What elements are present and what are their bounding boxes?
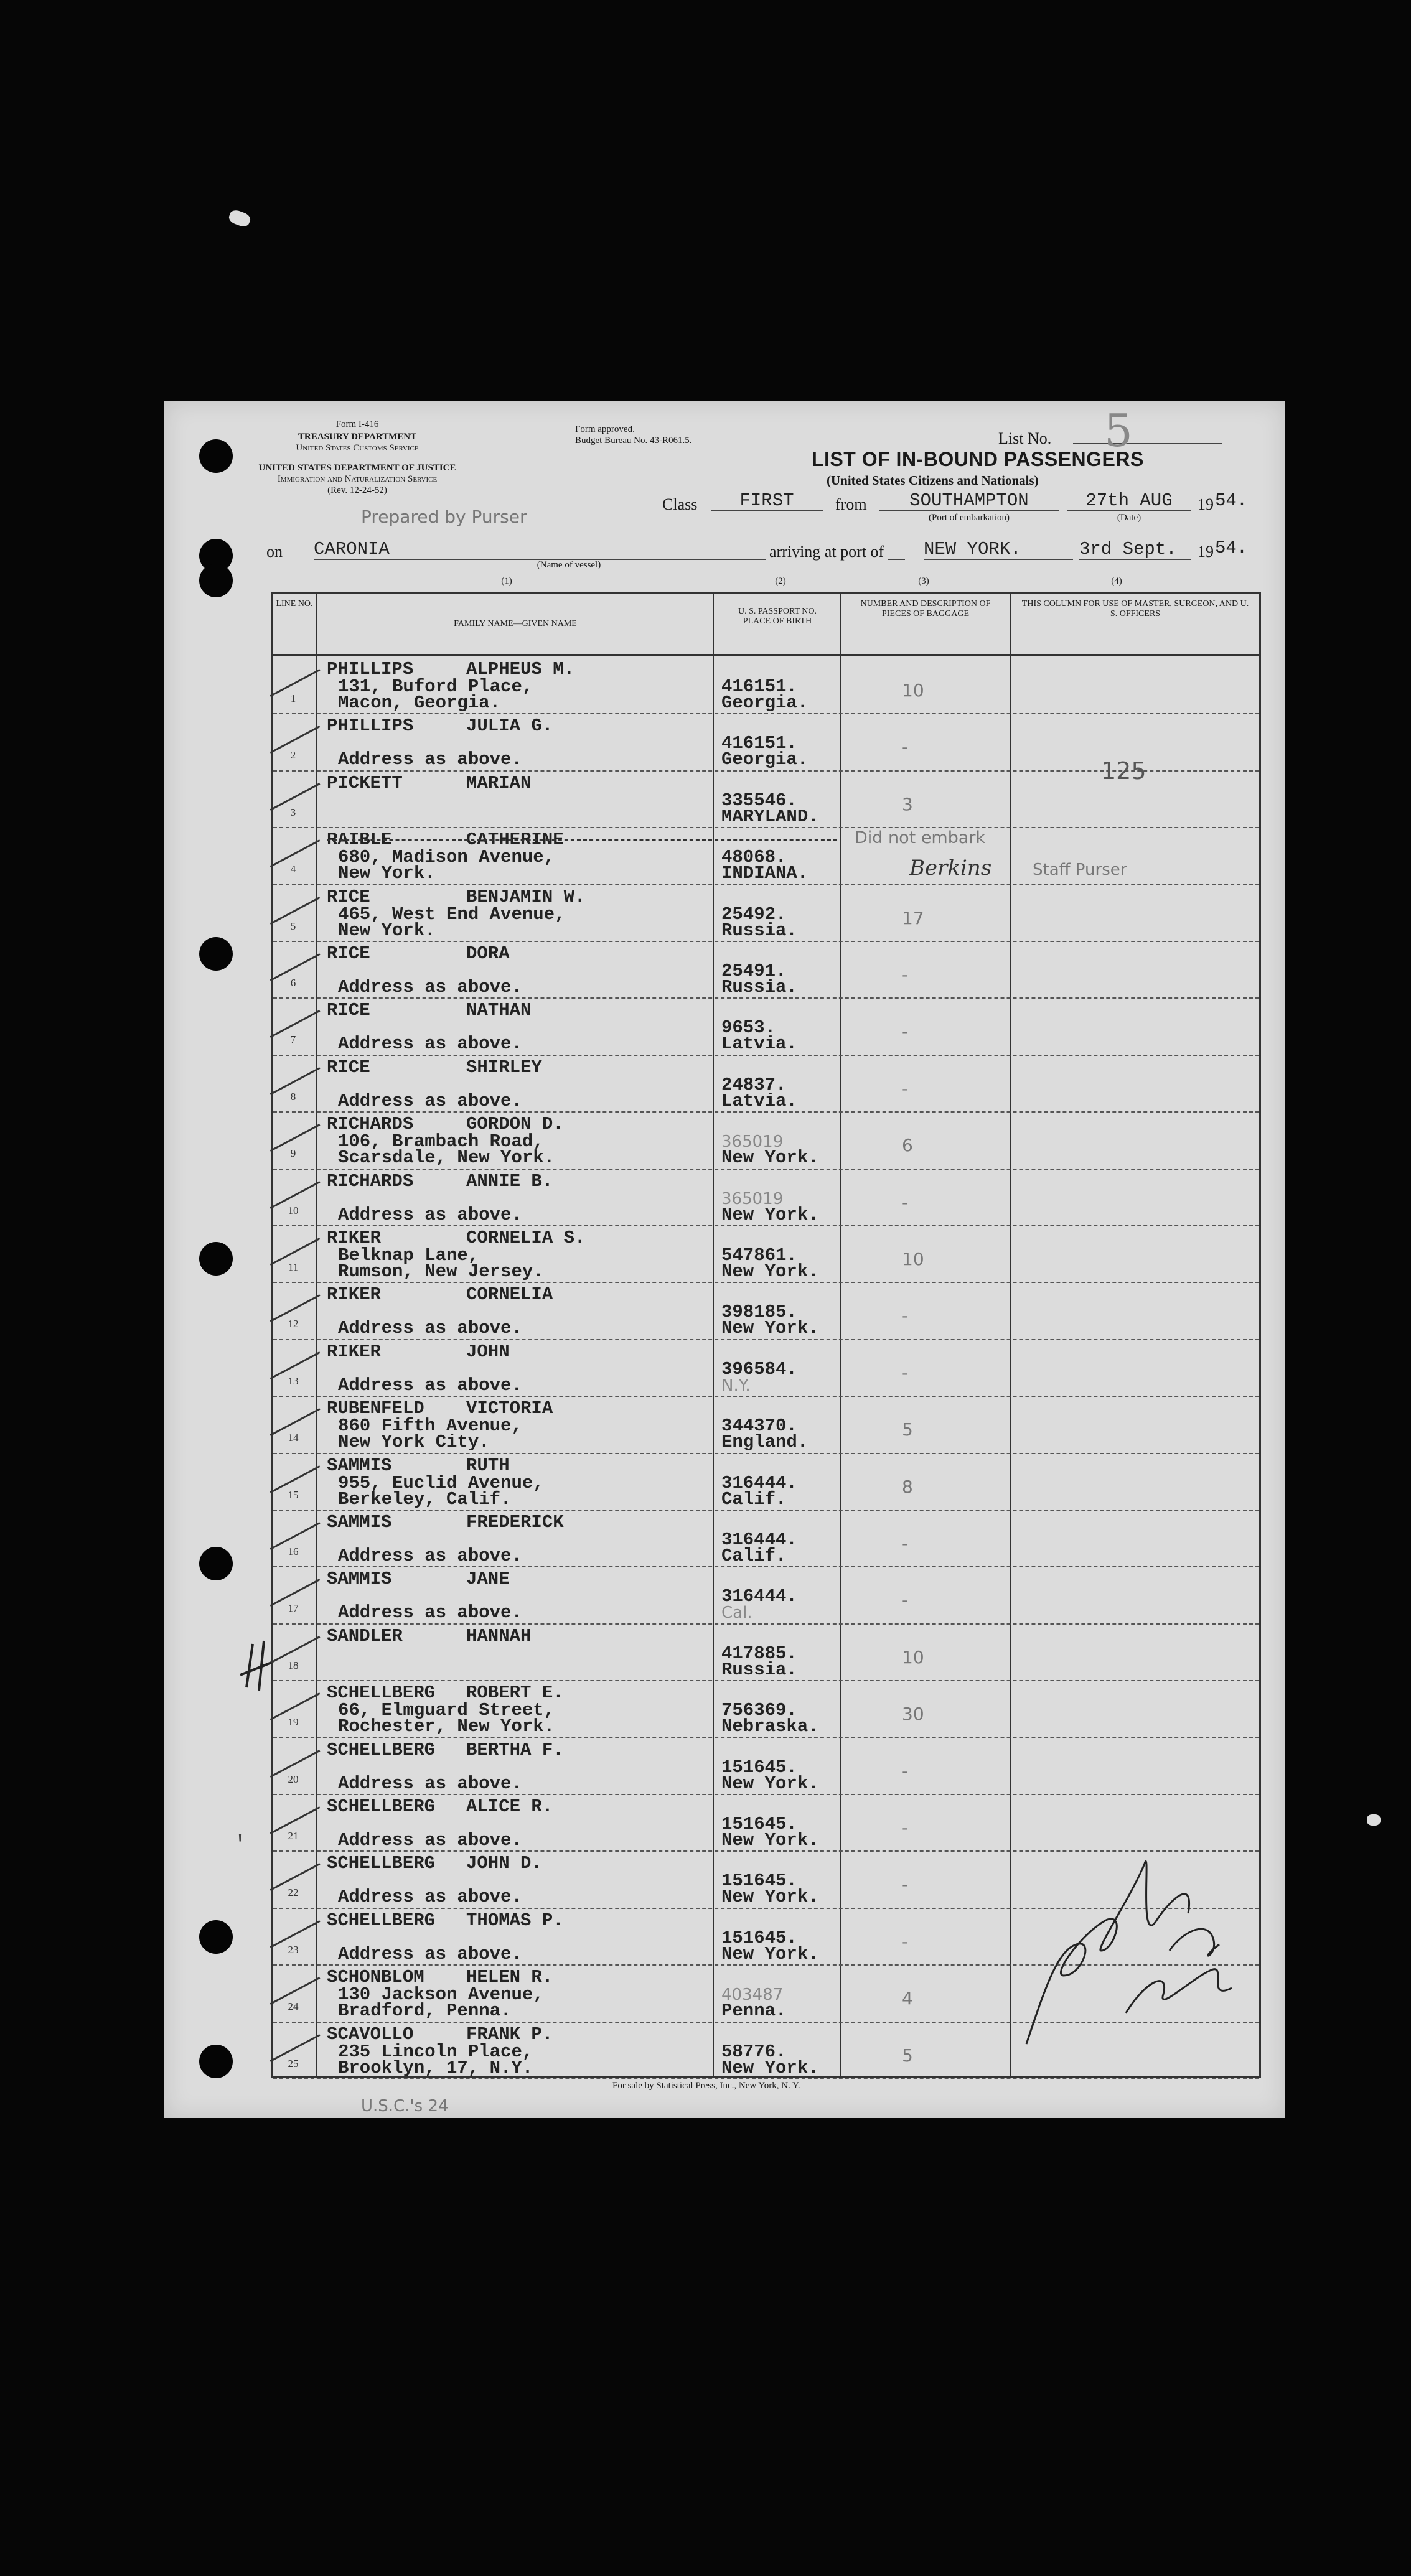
- address-line-2: New York.: [338, 920, 436, 941]
- address-line-2: Address as above.: [338, 1204, 522, 1225]
- staff-purser-note: Staff Purser: [1033, 861, 1127, 879]
- given-name: FREDERICK: [466, 1512, 564, 1533]
- family-name: SCHELLBERG: [327, 1853, 436, 1874]
- given-name: FRANK P.: [466, 2023, 553, 2045]
- line-number: 7: [290, 1034, 296, 1046]
- baggage-count: -: [902, 1818, 909, 1838]
- family-name: RAIBLE: [327, 829, 392, 851]
- table-row: [273, 1056, 1259, 1113]
- place-of-birth: Georgia.: [721, 693, 809, 713]
- punch-hole: [199, 1547, 233, 1580]
- place-of-birth: Latvia.: [721, 1034, 797, 1055]
- baggage-count: -: [902, 1931, 909, 1952]
- family-name: PHILLIPS: [327, 716, 414, 737]
- address-line-1: 235 Lincoln Place,: [338, 2041, 533, 2062]
- justice-department: UNITED STATES DEPARTMENT OF JUSTICE: [258, 463, 456, 473]
- address-line-2: Brooklyn, 17, N.Y.: [338, 2057, 533, 2078]
- address-line-2: Address as above.: [338, 1602, 522, 1623]
- family-name: SAMMIS: [327, 1512, 392, 1533]
- passport-number: 9653.: [721, 1017, 776, 1038]
- given-name: GORDON D.: [466, 1114, 564, 1135]
- line-number: 10: [288, 1204, 299, 1216]
- baggage-count: -: [902, 1078, 909, 1099]
- family-name: PHILLIPS: [327, 659, 414, 679]
- family-name: RICE: [327, 1000, 370, 1021]
- baggage-count: -: [902, 1021, 909, 1042]
- baggage-count: 5: [902, 2045, 913, 2066]
- baggage-count: -: [902, 737, 909, 758]
- place-of-birth: Russia.: [721, 977, 797, 997]
- address-line-1: 465, West End Avenue,: [338, 903, 566, 925]
- immigration-service: Immigration and Naturalization Service: [277, 474, 438, 484]
- table-row: [273, 1170, 1259, 1226]
- line-number: 6: [290, 977, 296, 989]
- baggage-count: -: [902, 964, 909, 985]
- customs-service: United States Customs Service: [296, 443, 419, 453]
- passport-number: 316444.: [721, 1529, 797, 1550]
- line-number: 11: [288, 1261, 299, 1273]
- given-name: HELEN R.: [466, 1967, 553, 1988]
- line-number: 15: [288, 1488, 299, 1501]
- vessel-caption: (Name of vessel): [537, 560, 601, 570]
- arriving-label: arriving at port of: [766, 543, 888, 561]
- table-row: [273, 999, 1259, 1055]
- passport-number: 24837.: [721, 1074, 787, 1095]
- given-name: CATHERINE: [466, 829, 564, 851]
- form-subtitle: (United States Citizens and Nationals): [827, 473, 1039, 488]
- punch-hole: [199, 937, 233, 971]
- table-row: [273, 1738, 1259, 1795]
- address-line-2: Address as above.: [338, 1090, 522, 1111]
- date-year: 54.: [1215, 490, 1248, 511]
- address-line-1: 106, Brambach Road,: [338, 1131, 544, 1152]
- given-name: JOHN D.: [466, 1853, 542, 1874]
- address-line-2: Address as above.: [338, 1830, 522, 1850]
- date-year-prefix: 19: [1198, 495, 1214, 513]
- family-name: RIKER: [327, 1284, 382, 1305]
- caption-3: (3): [918, 576, 929, 586]
- page-reference: U.S.C.'s 24: [361, 2097, 449, 2116]
- place-of-birth: Georgia.: [721, 749, 809, 770]
- line-number: 18: [288, 1659, 299, 1671]
- place-of-birth: New York.: [721, 1318, 819, 1339]
- caption-1: (1): [501, 576, 512, 586]
- passport-number: 365019: [721, 1189, 784, 1208]
- address-line-2: New York.: [338, 863, 436, 884]
- from-label: from: [835, 495, 867, 513]
- baggage-count: 10: [902, 1249, 924, 1269]
- place-of-birth: New York.: [721, 1147, 819, 1169]
- address-line-2: Address as above.: [338, 749, 522, 770]
- baggage-count: 3: [902, 793, 913, 814]
- class-value: FIRST: [711, 492, 823, 511]
- baggage-count: -: [902, 1590, 909, 1611]
- table-row: [273, 1226, 1259, 1283]
- place-of-birth: INDIANA.: [721, 863, 809, 884]
- family-name: RICE: [327, 1057, 370, 1078]
- passport-number: 316444.: [721, 1472, 797, 1493]
- from-value: SOUTHAMPTON: [879, 492, 1059, 511]
- line-number: 17: [288, 1602, 299, 1615]
- place-of-birth: New York.: [721, 1887, 819, 1908]
- given-name: BERTHA F.: [466, 1739, 564, 1760]
- scan-speck: [1367, 1814, 1381, 1826]
- table-row: [273, 1567, 1259, 1624]
- baggage-count: -: [902, 1874, 909, 1895]
- arrival-year-prefix: 19: [1198, 543, 1214, 561]
- punch-hole: [199, 564, 233, 597]
- address-line-1: 955, Euclid Avenue,: [338, 1472, 544, 1493]
- address-line-2: Address as above.: [338, 1034, 522, 1055]
- passport-number: 58776.: [721, 2041, 787, 2062]
- place-of-birth: Russia.: [721, 1659, 797, 1680]
- address-line-2: Berkeley, Calif.: [338, 1488, 512, 1510]
- list-no-underline: [1073, 442, 1222, 444]
- passport-number: 365019: [721, 1132, 784, 1152]
- place-of-birth: Calif.: [721, 1488, 787, 1510]
- punch-hole: [199, 439, 233, 473]
- passenger-list-page: Form I-416 TREASURY DEPARTMENT United States Customs Service UNITED STATES DEPARTMENT OF JUSTICE Immigration and Naturalization Service (Rev. 12-24-52) Form approved. Budget Bureau No. 43-R061.5. List No. 5 LIST OF IN-BOUND PASSENGERS (United States Citizens and Nationals) Prepared by Purser Class FIRST from SOUTHAMPTON (Port of embarkation) 27th AUG (Date) 19 54. on CARONIA (Name of vessel) arriving at port of NEW YORK. 3rd Sept. 19 54. (1) (2) (3) (4) LINE NO. FAMILY NAME—GIVEN NAME U. S. PASSPORT NO. PLACE OF BIRTH NUMBER AND DESCRIPTION OF PIECES OF BAGGAGE THIS COLUMN FOR USE OF MASTER, SURGEON, AND U. S. OFFICERS 1 PHILLIPS ALPHEUS M. 131, Buford Place, Macon, Georgia. 416151. Georgia. 10 2 PHILLIPS JULIA G. Address as above. 416151. Georgia. - 3 PICKETT MARIAN 335546. MARYLAND. 3 4 RAIBLE CATHERINE 680, Madison Avenue, New York. 48068. INDIANA. 5 RICE BENJAMIN W. 465, West End Avenue, New York. 25492. Russia. 17 6 RICE DORA Address as above. 25491. Russia. - 7 RICE NATHAN Address as above. 9653. Latvia. - 8 RICE SHIRLEY Address as above. 24837. Latvia. - 9 RICHARDS GORDON D. 106, Brambach Road, Scarsdale, New York. 365019 New York. 6 10 RICHARDS ANNIE B. Address as above. 365019 New York. - 11 RIKER CORNELIA S. Belknap Lane, Rumson, New Jersey. 547861. New York. 10 12 RIKER CORNELIA Address as above. 398185. New York. - 13 RIKER JOHN Address as above. 396584. N.Y. - 14 RUBENFELD VICTORIA 860 Fifth Avenue, New York City. 344370. England. 5 15 SAMMIS RUTH 955, Euclid Avenue, Berkeley, Calif. 316444. Calif. 8 16 SAMMIS FREDERICK Address as above. 316444. Calif. - 17 SAMMIS JANE Address as above. 316444. Cal. - 18 SANDLER HANNAH 417885. Russia. 10 19 SCHELLBERG ROBERT E. 66, Elmguard Street, Rochester, New York. 756369. Nebraska. 30 20 SCHELLBERG BERTHA F. Address as above. 151645. New York. - 21 SCHELLBERG ALICE R. Address as above. 151645. New York. - 22 SCHELLBERG JOHN D. Address as above. 151645. New York. - 23 SCHELLBERG THOMAS P. Address as above. 151645. New York. - 24 SCHONBLOM HELEN R. 130 Jackson Avenue, Bradford, Penna. 403487 Penna. 4 25 SCAVOLLO FRANK P. 235 Lincoln Place, Brooklyn, 17, N.Y. 58776. New York. 5 Did not embark Berkins Staff Purser 125 ′ For sale by Statistical Press, Inc., New York, N. Y. U.S.C.'s 24: [164, 401, 1285, 2118]
- table-row: [273, 942, 1259, 999]
- line-number: 5: [290, 920, 296, 932]
- baggage-count: -: [902, 1362, 909, 1383]
- arrival-port: NEW YORK.: [924, 540, 1073, 560]
- given-name: DORA: [466, 943, 510, 964]
- form-number: Form I-416: [335, 419, 379, 429]
- line-number: 16: [288, 1546, 299, 1557]
- address-line-2: Rochester, New York.: [338, 1716, 555, 1737]
- address-line-1: 680, Madison Avenue,: [338, 847, 555, 868]
- family-name: RICE: [327, 943, 370, 964]
- revision-date: (Rev. 12-24-52): [327, 485, 387, 495]
- place-of-birth: Cal.: [721, 1603, 752, 1623]
- address-line-2: Address as above.: [338, 1943, 522, 1964]
- place-of-birth: New York.: [721, 1261, 819, 1282]
- line-number: 3: [290, 806, 296, 818]
- passport-number: 151645.: [721, 1814, 797, 1834]
- address-line-2: Address as above.: [338, 1318, 522, 1339]
- table-row: [273, 1340, 1259, 1397]
- passport-number: 25491.: [721, 961, 787, 981]
- place-of-birth: Calif.: [721, 1546, 787, 1566]
- baggage-count: 17: [902, 907, 924, 928]
- passport-number: 25492.: [721, 903, 787, 925]
- passport-number: 547861.: [721, 1245, 797, 1266]
- line-number: 23: [288, 1943, 299, 1956]
- table-row: [273, 1113, 1259, 1169]
- place-of-birth: New York.: [721, 1830, 819, 1850]
- date-caption: (Date): [1117, 513, 1141, 523]
- baggage-count: -: [902, 1192, 909, 1213]
- address-line-2: Scarsdale, New York.: [338, 1147, 555, 1169]
- date-value: 27th AUG: [1067, 492, 1191, 511]
- scan-speck: [227, 208, 251, 228]
- tally-number: 125: [1101, 757, 1146, 785]
- line-number: 25: [288, 2057, 299, 2070]
- family-name: RICE: [327, 886, 370, 907]
- given-name: SHIRLEY: [466, 1057, 542, 1078]
- given-name: RUTH: [466, 1455, 510, 1476]
- passport-number: 335546.: [721, 790, 797, 811]
- purser-signature: Berkins: [909, 856, 992, 880]
- place-of-birth: Penna.: [721, 2000, 787, 2022]
- prepared-by-purser: Prepared by Purser: [361, 506, 527, 527]
- col-officers: THIS COLUMN FOR USE OF MASTER, SURGEON, AND U. S. OFFICERS: [1021, 599, 1249, 618]
- col-line-no: LINE NO.: [276, 599, 313, 609]
- line-number: 9: [290, 1147, 296, 1160]
- family-name: RIKER: [327, 1228, 382, 1248]
- place-of-birth: Latvia.: [721, 1090, 797, 1111]
- given-name: MARIAN: [466, 772, 532, 793]
- address-line-1: 130 Jackson Avenue,: [338, 1984, 544, 2005]
- line-number: 20: [288, 1773, 299, 1785]
- place-of-birth: New York.: [721, 1773, 819, 1794]
- arrival-year: 54.: [1215, 538, 1248, 558]
- baggage-count: 4: [902, 1988, 913, 2009]
- given-name: JOHN: [466, 1341, 510, 1362]
- baggage-count: 10: [902, 1646, 924, 1668]
- treasury-department: TREASURY DEPARTMENT: [298, 432, 417, 442]
- given-name: ALPHEUS M.: [466, 659, 575, 679]
- baggage-count: 10: [902, 680, 924, 701]
- passport-number: 756369.: [721, 1700, 797, 1721]
- given-name: JANE: [466, 1569, 510, 1590]
- place-of-birth: England.: [721, 1432, 809, 1453]
- place-of-birth: New York.: [721, 1204, 819, 1225]
- line-number: 22: [288, 1887, 299, 1899]
- on-label: on: [266, 543, 283, 561]
- passport-number: 48068.: [721, 847, 787, 868]
- address-line-1: 860 Fifth Avenue,: [338, 1416, 522, 1437]
- baggage-count: -: [902, 1533, 909, 1554]
- place-of-birth: N.Y.: [721, 1376, 751, 1395]
- vessel-name: CARONIA: [314, 540, 905, 560]
- line-number: 2: [290, 749, 296, 762]
- table-row: [273, 1283, 1259, 1340]
- given-name: CORNELIA S.: [466, 1228, 586, 1248]
- baggage-count: -: [902, 1305, 909, 1327]
- punch-hole: [199, 1920, 233, 1954]
- table-row: [273, 885, 1259, 942]
- address-line-2: Rumson, New Jersey.: [338, 1261, 544, 1282]
- table-row: [273, 1397, 1259, 1454]
- punch-hole: [199, 2045, 233, 2078]
- baggage-count: 6: [902, 1135, 913, 1156]
- line-number: 13: [288, 1374, 299, 1387]
- baggage-count: -: [902, 1760, 909, 1781]
- address-line-2: Address as above.: [338, 977, 522, 997]
- class-label: Class: [662, 495, 698, 513]
- baggage-count: 8: [902, 1476, 913, 1497]
- place-of-birth: Nebraska.: [721, 1716, 819, 1737]
- passport-number: 403487: [721, 1986, 784, 2005]
- family-name: RICHARDS: [327, 1170, 414, 1192]
- table-row: [273, 1454, 1259, 1511]
- family-name: RIKER: [327, 1341, 382, 1362]
- col-baggage: NUMBER AND DESCRIPTION OF PIECES OF BAGGAGE: [860, 599, 991, 618]
- baggage-count: 30: [902, 1704, 924, 1725]
- address-line-2: Address as above.: [338, 1546, 522, 1566]
- did-not-embark-note: Did not embark: [855, 828, 986, 847]
- table-row: [273, 1681, 1259, 1738]
- address-line-2: Macon, Georgia.: [338, 693, 501, 713]
- check-mark-icon: [252, 636, 320, 697]
- given-name: THOMAS P.: [466, 1910, 564, 1931]
- table-row: [273, 1625, 1259, 1681]
- address-line-2: Address as above.: [338, 1887, 522, 1908]
- given-name: HANNAH: [466, 1625, 532, 1646]
- line-number: 4: [290, 863, 296, 875]
- passport-number: 151645.: [721, 1757, 797, 1778]
- caption-2: (2): [775, 576, 786, 586]
- passenger-table: [271, 592, 1261, 2078]
- address-line-1: Belknap Lane,: [338, 1245, 479, 1266]
- address-line-2: Address as above.: [338, 1374, 522, 1396]
- form-title: LIST OF IN-BOUND PASSENGERS: [812, 448, 1144, 470]
- inspector-signature: [1008, 1826, 1257, 2063]
- printer-footer: For sale by Statistical Press, Inc., New York, N. Y.: [612, 2081, 800, 2091]
- passport-number: 416151.: [721, 676, 797, 697]
- family-name: RUBENFELD: [327, 1398, 424, 1419]
- col-passport: U. S. PASSPORT NO. PLACE OF BIRTH: [738, 607, 817, 626]
- caption-4: (4): [1111, 576, 1122, 586]
- family-name: SCHONBLOM: [327, 1967, 424, 1988]
- budget-bureau: Budget Bureau No. 43-R061.5.: [575, 436, 692, 446]
- form-approved: Form approved.: [575, 424, 635, 434]
- family-name: SCAVOLLO: [327, 2023, 414, 2045]
- place-of-birth: New York.: [721, 1943, 819, 1964]
- given-name: BENJAMIN W.: [466, 886, 586, 907]
- col-name: FAMILY NAME—GIVEN NAME: [454, 619, 577, 628]
- line-number: 12: [288, 1318, 299, 1330]
- table-row: [273, 658, 1259, 714]
- baggage-count: 5: [902, 1419, 913, 1440]
- given-name: ROBERT E.: [466, 1682, 564, 1704]
- family-name: SCHELLBERG: [327, 1796, 436, 1817]
- passport-number: 151645.: [721, 1927, 797, 1948]
- address-line-2: Bradford, Penna.: [338, 2000, 512, 2022]
- given-name: NATHAN: [466, 1000, 532, 1021]
- given-name: ANNIE B.: [466, 1170, 553, 1192]
- list-no-label: List No.: [998, 429, 1052, 447]
- line-number: 24: [288, 2000, 299, 2013]
- line-number: 21: [288, 1830, 299, 1842]
- family-name: SCHELLBERG: [327, 1739, 436, 1760]
- row-separator: [273, 2078, 1259, 2079]
- passport-number: 416151.: [721, 733, 797, 754]
- list-no-value: 5: [1104, 404, 1133, 457]
- line-number: 1: [290, 693, 296, 704]
- given-name: ALICE R.: [466, 1796, 553, 1817]
- given-name: CORNELIA: [466, 1284, 553, 1305]
- family-name: SCHELLBERG: [327, 1910, 436, 1931]
- passport-number: 344370.: [721, 1416, 797, 1437]
- place-of-birth: New York.: [721, 2057, 819, 2078]
- strikethrough-line: [327, 839, 837, 841]
- address-line-2: Address as above.: [338, 1773, 522, 1794]
- family-name: SAMMIS: [327, 1455, 392, 1476]
- given-name: JULIA G.: [466, 716, 553, 737]
- address-line-1: 66, Elmguard Street,: [338, 1700, 555, 1721]
- passport-number: 417885.: [721, 1643, 797, 1664]
- from-caption: (Port of embarkation): [929, 513, 1010, 523]
- address-line-2: New York City.: [338, 1432, 490, 1453]
- arrival-date: 3rd Sept.: [1079, 540, 1191, 560]
- line-number: 14: [288, 1432, 299, 1444]
- family-name: RICHARDS: [327, 1114, 414, 1135]
- table-row: [273, 1511, 1259, 1567]
- given-name: VICTORIA: [466, 1398, 553, 1419]
- punch-hole: [199, 1242, 233, 1276]
- tally-mark: [234, 1638, 284, 1694]
- passport-number: 316444.: [721, 1586, 797, 1607]
- passport-number: 396584.: [721, 1358, 797, 1379]
- address-line-1: 131, Buford Place,: [338, 676, 533, 697]
- passport-number: 151645.: [721, 1870, 797, 1892]
- line-number: 19: [288, 1716, 299, 1729]
- family-name: SAMMIS: [327, 1569, 392, 1590]
- place-of-birth: MARYLAND.: [721, 806, 819, 827]
- place-of-birth: Russia.: [721, 920, 797, 941]
- line-number: 8: [290, 1090, 296, 1103]
- passport-number: 398185.: [721, 1302, 797, 1323]
- family-name: SCHELLBERG: [327, 1682, 436, 1704]
- family-name: SANDLER: [327, 1625, 403, 1646]
- family-name: PICKETT: [327, 772, 403, 793]
